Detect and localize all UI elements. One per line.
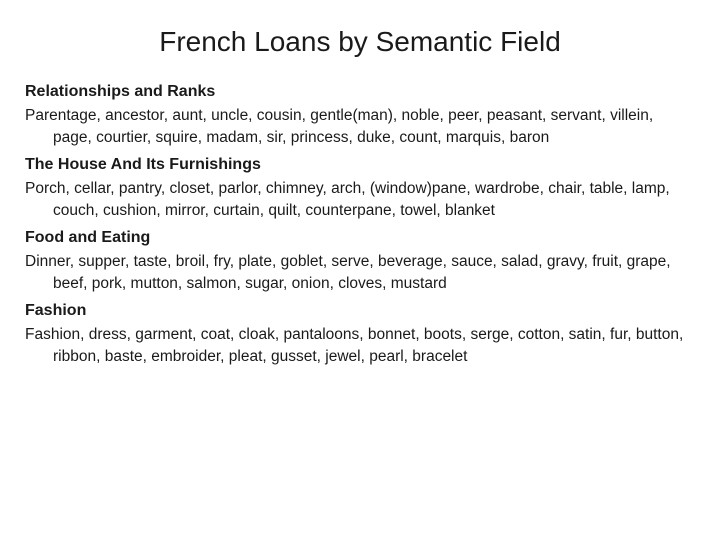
section-heading-house: The House And Its Furnishings [25,156,261,173]
section-heading-relationships: Relationships and Ranks [25,83,216,100]
section-heading-fashion: Fashion [25,302,87,319]
slide-content [25,81,695,373]
section-body-house: Porch, cellar, pantry, closet, parlor, chimney, arch, (window)pane, wardrobe, chair, table, lamp, couch, cushion, mirror, curtain, quilt, counterpane, towel, blanket [25,180,670,219]
section-body-relationships: Parentage, ancestor, aunt, uncle, cousin, gentle(man), noble, peer, peasant, servant, villein, page, courtier, squire, madam, sir, princess, duke, count, marquis, baron [25,107,654,146]
section-body-food: Dinner, supper, taste, broil, fry, plate, goblet, serve, beverage, sauce, salad, gravy, fruit, grape, beef, pork, mutton, salmon, sugar, onion, cloves, mustard [25,253,671,292]
section-heading-food: Food and Eating [25,229,151,246]
section-body-fashion: Fashion, dress, garment, coat, cloak, pantaloons, bonnet, boots, serge, cotton, satin, fur, button, ribbon, baste, embroider, pleat, gusset, jewel, pearl, bracelet [25,326,684,365]
slide-title: French Loans by Semantic Field [159,26,561,57]
